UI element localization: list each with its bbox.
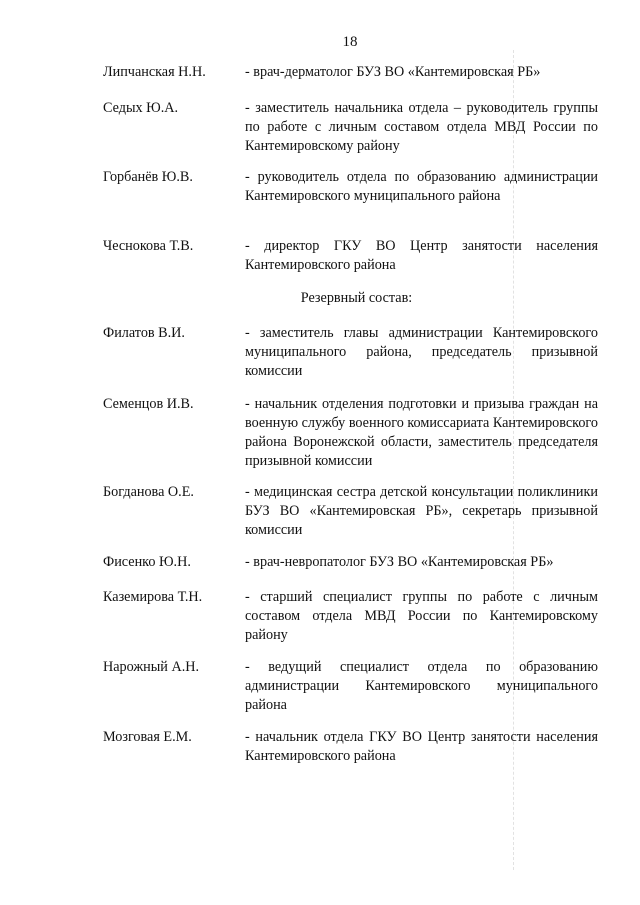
member-role: - заместитель начальника отдела – руководитель группы по работе с личным составом отдела МВД России по Кантемировскому району [245,100,598,154]
member-name: Чеснокова Т.В. [103,238,194,254]
reserve-heading: Резервный состав: [300,290,413,306]
member-name: Фисенко Ю.Н. [103,554,191,570]
member-name: Семенцов И.В. [103,396,194,412]
member-name: Нарожный А.Н. [103,659,200,675]
member-role: - старший специалист группы по работе с личным составом отдела МВД России по Кантемировскому району [245,589,598,643]
member-role: - начальник отделения подготовки и призыва граждан на военную службу военного комиссариата Кантемировского района Воронежской области, заместитель председателя призывной комиссии [245,396,598,469]
member-name: Филатов В.И. [103,325,185,341]
member-name: Седых Ю.А. [103,100,179,116]
member-role: - врач-невропатолог БУЗ ВО «Кантемировская РБ» [245,554,554,570]
page-number: 18 [342,34,358,50]
member-role: - врач-дерматолог БУЗ ВО «Кантемировская РБ» [245,64,541,80]
member-name: Горбанёв Ю.В. [103,169,193,185]
member-name: Богданова О.Е. [103,484,194,500]
member-role: - директор ГКУ ВО Центр занятости населения Кантемировского района [245,238,598,273]
member-role: - заместитель главы администрации Кантемировского муниципального района, председатель призывной комиссии [245,325,598,379]
member-role: - медицинская сестра детской консультации поликлиники БУЗ ВО «Кантемировская РБ», секретарь призывной комиссии [245,484,598,538]
member-name: Липчанская Н.Н. [103,64,206,80]
member-name: Мозговая Е.М. [103,729,192,745]
member-role: - ведущий специалист отдела по образованию администрации Кантемировского муниципального района [245,659,598,713]
member-role: - начальник отдела ГКУ ВО Центр занятости населения Кантемировского района [245,729,598,764]
member-name: Каземирова Т.Н. [103,589,203,605]
member-role: - руководитель отдела по образованию администрации Кантемировского муниципального района [245,169,598,204]
